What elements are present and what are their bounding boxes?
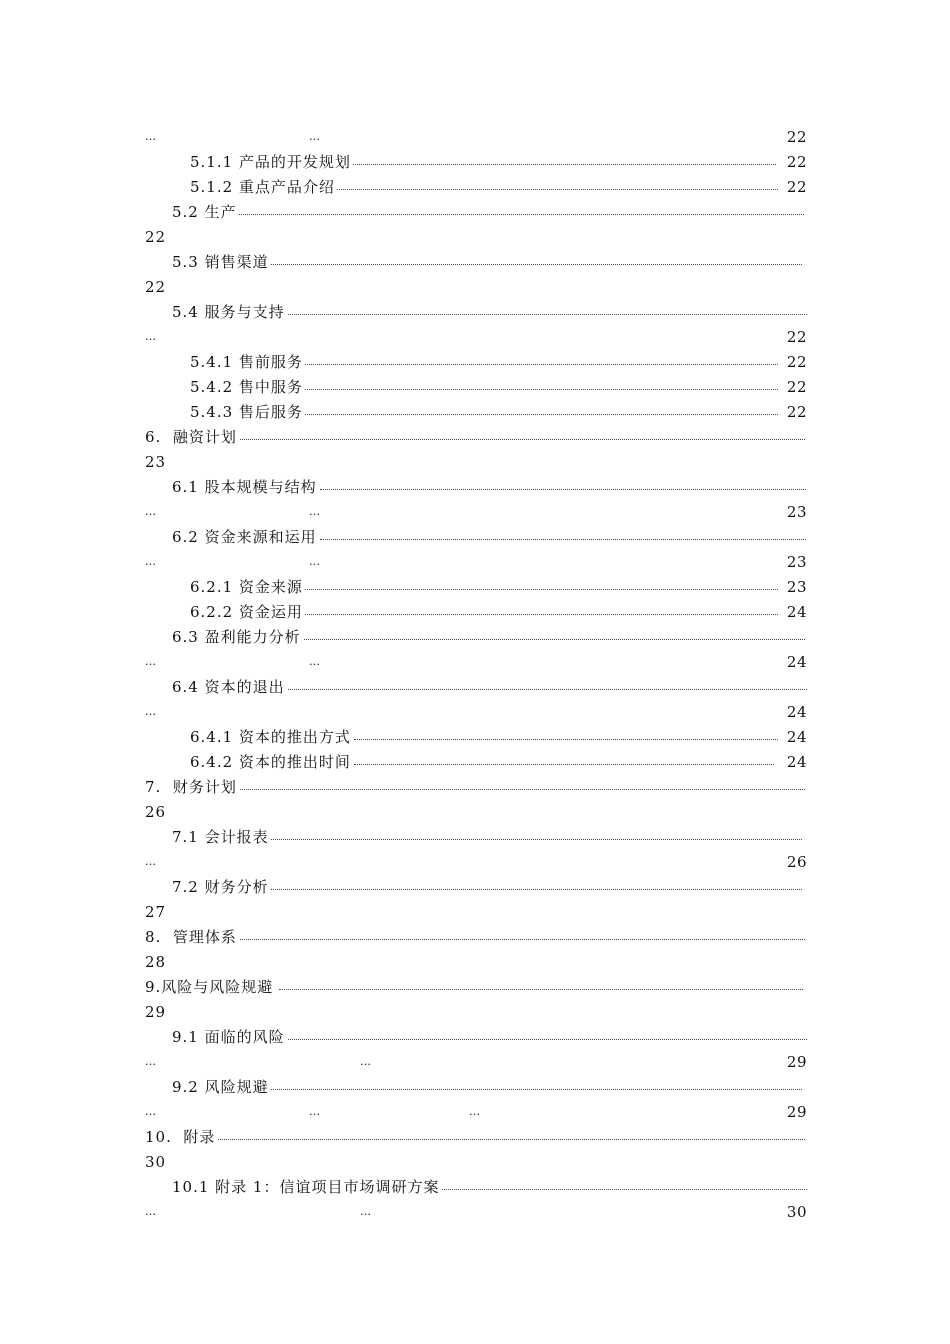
dot-leader: [279, 989, 803, 990]
toc-entry[interactable]: [190, 402, 807, 422]
leader-ellipsis: …: [145, 130, 156, 143]
toc-entry-page-continued: [145, 902, 807, 922]
leader-ellipsis: …: [145, 655, 156, 668]
toc-entry-label: 7. 财务计划: [145, 778, 237, 796]
dot-leader: [340, 164, 776, 165]
toc-entry[interactable]: [190, 752, 807, 772]
leader-ellipsis: …: [145, 855, 156, 868]
toc-page-number: 29: [786, 1053, 807, 1071]
toc-page-number: 22: [786, 353, 807, 371]
toc-entry-page-continued: [145, 1152, 807, 1172]
toc-entry[interactable]: [145, 927, 807, 947]
toc-entry[interactable]: [190, 352, 807, 372]
toc-entry-label: 5.4.2 售中服务: [190, 378, 303, 396]
dot-leader: [268, 889, 802, 890]
toc-page-number: 26: [145, 803, 167, 821]
toc-entry[interactable]: [172, 627, 807, 647]
toc-entry-label: 10.1 附录 1：信谊项目市场调研方案: [172, 1178, 440, 1196]
toc-entry-page-continued: [145, 227, 807, 247]
toc-page-number: 24: [786, 653, 807, 671]
toc-entry[interactable]: [190, 177, 807, 197]
toc-entry-label: 6.2.1 资金来源: [190, 578, 303, 596]
toc-entry-page-continued: [145, 1002, 807, 1022]
toc-entry[interactable]: [172, 827, 807, 847]
toc-entry: [145, 502, 807, 522]
dot-leader: [234, 214, 804, 215]
toc-entry[interactable]: [190, 577, 807, 597]
toc-entry-label: 6.3 盈利能力分析: [172, 628, 301, 646]
toc-entry-label: 5.1.1 产品的开发规划: [190, 153, 351, 171]
dot-leader: [302, 639, 805, 640]
toc-page-number: 22: [786, 178, 807, 196]
toc-entry[interactable]: [172, 1177, 807, 1197]
toc-entry-label: 6.4 资本的退出: [172, 678, 285, 696]
leader-ellipsis: …: [145, 1055, 156, 1068]
toc-entry: [145, 1202, 807, 1222]
toc-page-number: 29: [786, 1103, 807, 1121]
toc-page-number: 22: [786, 153, 807, 171]
toc-entry-label: 8. 管理体系: [145, 928, 237, 946]
toc-entry: [145, 552, 807, 572]
toc-entry[interactable]: [190, 602, 807, 622]
toc-entry[interactable]: [190, 727, 807, 747]
toc-entry[interactable]: [172, 677, 807, 697]
dot-leader: [304, 589, 778, 590]
dot-leader: [237, 939, 805, 940]
toc-entry-label: 10. 附录: [145, 1128, 216, 1146]
toc-entry-page-continued: [145, 277, 807, 297]
leader-ellipsis: …: [145, 1205, 156, 1218]
toc-entry[interactable]: [172, 202, 807, 222]
leader-ellipsis: …: [309, 505, 320, 518]
toc-entry-label: 6.2 资金来源和运用: [172, 528, 317, 546]
toc-entry[interactable]: [172, 477, 807, 497]
toc-entry-label: 5.3 销售渠道: [172, 253, 269, 271]
toc-page-number: 27: [145, 903, 167, 921]
toc-page-number: 24: [786, 728, 807, 746]
dot-leader: [237, 439, 805, 440]
dot-leader: [268, 264, 802, 265]
toc-entry[interactable]: [145, 777, 807, 797]
dot-leader: [304, 389, 778, 390]
leader-ellipsis: …: [145, 505, 156, 518]
toc-entry-label: 6.4.1 资本的推出方式: [190, 728, 351, 746]
toc-entry: [145, 1102, 807, 1122]
toc-page-number: 23: [786, 503, 807, 521]
dot-leader: [284, 314, 807, 315]
toc-entry: [145, 702, 807, 722]
toc-entry-page-continued: [145, 952, 807, 972]
leader-ellipsis: …: [145, 330, 156, 343]
toc-entry-label: 6. 融资计划: [145, 428, 237, 446]
dot-leader: [237, 789, 805, 790]
toc-entry-label: 6.2.2 资金运用: [190, 603, 303, 621]
toc-entry-label: 9.风险与风险规避: [145, 978, 274, 996]
toc-entry: [145, 1052, 807, 1072]
toc-entry-label: 6.1 股本规模与结构: [172, 478, 317, 496]
toc-entry: [145, 852, 807, 872]
toc-page-number: 24: [786, 703, 807, 721]
dot-leader: [268, 839, 802, 840]
toc-entry[interactable]: [172, 302, 807, 322]
dot-leader: [304, 364, 778, 365]
toc-page-number: 24: [786, 603, 807, 621]
toc-entry[interactable]: [172, 252, 807, 272]
toc-entry-label: 9.1 面临的风险: [172, 1028, 285, 1046]
toc-page-number: 23: [786, 553, 807, 571]
toc-entry[interactable]: [145, 977, 807, 997]
toc-page-number: 24: [786, 753, 807, 771]
leader-ellipsis: …: [145, 705, 156, 718]
toc-page-number: 22: [145, 228, 167, 246]
toc-entry[interactable]: [172, 1077, 807, 1097]
toc-page-number: 22: [786, 328, 807, 346]
toc-entry-label: 6.4.2 资本的推出时间: [190, 753, 351, 771]
toc-entry-label: 5.4.1 售前服务: [190, 353, 303, 371]
leader-ellipsis: …: [309, 130, 320, 143]
toc-entry-label: 5.4.3 售后服务: [190, 403, 303, 421]
toc-entry-page-continued: [145, 452, 807, 472]
leader-ellipsis: …: [469, 1105, 480, 1118]
dot-leader: [211, 1139, 805, 1140]
dot-leader: [304, 614, 778, 615]
toc-entry: [145, 127, 807, 147]
dot-leader: [354, 739, 778, 740]
toc-entry: [145, 327, 807, 347]
leader-ellipsis: …: [360, 1055, 371, 1068]
dot-leader: [304, 414, 778, 415]
toc-page-number: 23: [786, 578, 807, 596]
leader-ellipsis: …: [145, 1105, 156, 1118]
toc-entry-label: 5.2 生产: [172, 203, 237, 221]
toc-page-number: 22: [786, 128, 807, 146]
dot-leader: [320, 539, 806, 540]
toc-entry-label: 5.4 服务与支持: [172, 303, 285, 321]
toc-page-number: 22: [786, 378, 807, 396]
dot-leader: [320, 489, 806, 490]
toc-page-number: 26: [786, 853, 807, 871]
dot-leader: [286, 1039, 807, 1040]
toc-entry[interactable]: [145, 427, 807, 447]
toc-page-number: 29: [145, 1003, 167, 1021]
leader-ellipsis: …: [309, 1105, 320, 1118]
dot-leader: [354, 764, 774, 765]
toc-page-number: 30: [786, 1203, 807, 1221]
toc-entry[interactable]: [145, 1127, 807, 1147]
toc-entry-label: 7.2 财务分析: [172, 878, 269, 896]
toc-entry: [145, 652, 807, 672]
toc-entry[interactable]: [190, 377, 807, 397]
toc-entry[interactable]: [172, 1027, 807, 1047]
toc-entry[interactable]: [172, 877, 807, 897]
toc-entry-page-continued: [145, 802, 807, 822]
toc-page-number: 22: [786, 403, 807, 421]
toc-page-number: 28: [145, 953, 167, 971]
toc-page-number: 22: [145, 278, 167, 296]
toc-entry[interactable]: [190, 152, 807, 172]
dot-leader: [284, 689, 807, 690]
toc-entry[interactable]: [172, 527, 807, 547]
toc-entry-label: 5.1.2 重点产品介绍: [190, 178, 335, 196]
toc-page-number: 23: [145, 453, 167, 471]
dot-leader: [438, 1189, 807, 1190]
leader-ellipsis: …: [360, 1205, 371, 1218]
dot-leader: [320, 189, 778, 190]
toc-entry-label: 9.2 风险规避: [172, 1078, 269, 1096]
leader-ellipsis: …: [309, 555, 320, 568]
dot-leader: [268, 1089, 802, 1090]
toc-entry-label: 7.1 会计报表: [172, 828, 269, 846]
leader-ellipsis: …: [145, 555, 156, 568]
leader-ellipsis: …: [309, 655, 320, 668]
toc-page-number: 30: [145, 1153, 167, 1171]
